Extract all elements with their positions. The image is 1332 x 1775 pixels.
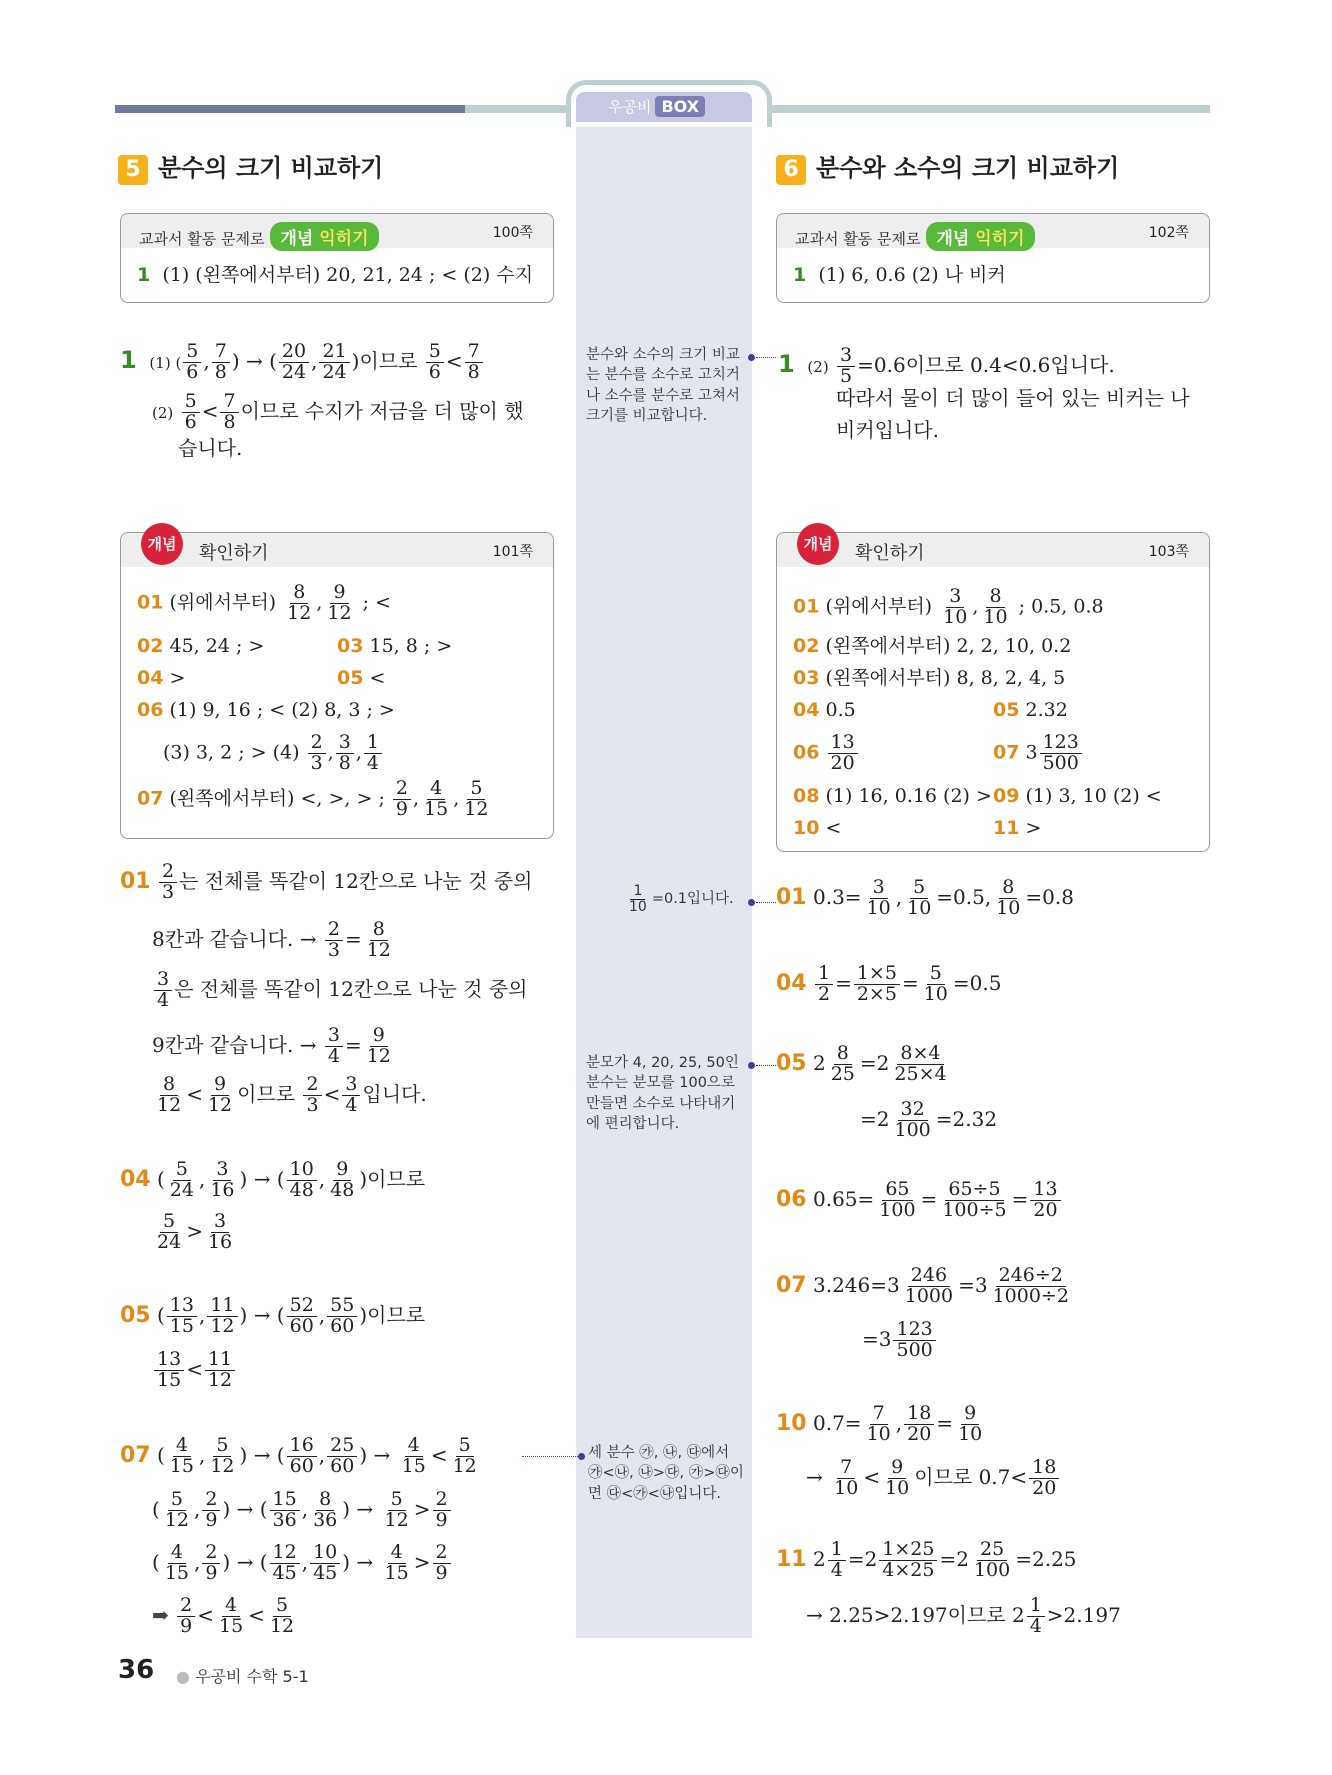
left-answer-1: 1 (1) ( $\frac{5}{6}$ , $\frac{7}{8}$ ) → ( $\frac{20}{24}$ , $\frac{21}{24}$ )이므로 $\frac{5}{6}$ < $\frac{7}{8}$ [120,342,485,383]
left-sol-05: 05 ( $\frac{13}{15}$ , $\frac{11}{12}$ ) → ( $\frac{52}{60}$ , $\frac{55}{60}$ )이므로 [120,1294,426,1337]
right-sol-11: 11 2 $\frac{1}{4}$ =2 $\frac{1\times 25}{4\times 25}$ =2 $\frac{25}{100}$ =2.25 [776,1538,1077,1581]
header-bar-right [758,105,1210,113]
right-sol-10: 10 0.7= $\frac{7}{10}$ , $\frac{18}{20}$ = $\frac{9}{10}$ [776,1402,983,1445]
right-answer-1: 1 (2) $\frac{3}{5}$ =0.6이므로 0.4<0.6입니다. [778,344,1115,387]
concept-pill: 개념 익히기 [926,222,1034,251]
note-3: 분모가 4, 20, 25, 50인 분수는 분모를 100으로 만들면 소수로 나타내기에 편리합니다. [586,1055,739,1132]
note-2: $\frac{1}{10}$ =0.1입니다. [629,883,734,915]
box-badge: BOX [655,96,705,117]
concept-pill: 개념 익히기 [270,222,378,251]
concept-badge: 개념 [141,523,183,565]
right-sol-05: 05 2 $\frac{8}{25}$ =2 $\frac{8\times 4}{25\times 4}$ [776,1042,947,1085]
section-5-title: 5 분수의 크기 비교하기 [118,148,383,185]
left-sol-04: 04 ( $\frac{5}{24}$ , $\frac{3}{16}$ ) → ( $\frac{10}{48}$ , $\frac{9}{48}$ )이므로 [120,1158,426,1201]
right-sol-07: 07 3.246=3 $\frac{246}{1000}$ =3 $\frac{246\div 2}{1000\div 2}$ [776,1264,1069,1307]
activity-card-102: 교과서 활동 문제로 개념 익히기 102쪽 1 (1) 6, 0.6 (2) 나 비커 [776,213,1210,303]
left-sol-01: 01 $\frac{2}{3}$ 는 전체를 똑같이 12칸으로 나눈 것 중의 [120,860,533,903]
activity-card-100: 교과서 활동 문제로 개념 익히기 100쪽 1 (1) (왼쪽에서부터) 20, 21, 24 ; < (2) 수지 [120,213,554,303]
right-sol-01: 01 0.3= $\frac{3}{10}$ , $\frac{5}{10}$ =0.5, $\frac{8}{10}$ =0.8 [776,876,1074,919]
right-sol-06: 06 0.65= $\frac{65}{100}$ = $\frac{65\div 5}{100\div 5}$ = $\frac{13}{20}$ [776,1180,1063,1221]
header-bar-left-light [465,105,570,113]
section-6-title: 6 분수와 소수의 크기 비교하기 [776,148,1119,185]
left-sol-07: 07 ( $\frac{4}{15}$ , $\frac{5}{12}$ ) → ( $\frac{16}{60}$ , $\frac{25}{60}$ ) → $\frac{4}{15}$ < $\frac{5}{12}$ [120,1434,477,1477]
left-answer-1-2: (2) $\frac{5}{6}$ < $\frac{7}{8}$ 이므로 수지가 저금을 더 많이 했 [152,390,524,433]
center-column [576,98,752,1638]
check-card-101: 개념 확인하기 101쪽 01 (위에서부터) $\frac{8}{12}$ , $\frac{9}{12}$ ; < 02 45, 24 ; > 03 15, 8 ; > 04 > 05 < 06 (1) 9, 16 ; < (2) 8, 3 ; > (3) 3, 2 ; > (4) $\frac{2}{3}$ , $\frac{3}{8}$ , $\frac{1}{4}$ 07 (왼쪽에서부터) <, >, > ; $\frac{2}{9}$ , $\frac{4}{15}$ , $\frac{5}{12}$ [120,532,554,839]
check-card-103: 개념 확인하기 103쪽 01 (위에서부터) $\frac{3}{10}$ , $\frac{8}{10}$ ; 0.5, 0.8 02 (왼쪽에서부터) 2, 2, 10, 0.2 03 (왼쪽에서부터) 8, 8, 2, 4, 5 04 0.5 05 2.32 06 $\frac{13}{20}$ 07 3 $\frac{123}{500}$ 08 (1) 16, 0.16 (2) > 09 (1) 3, 10 (2) < 10 < 11 > [776,532,1210,852]
left-answer-1-3: 습니다. [178,436,243,460]
box-label: 우공비 BOX [608,96,705,117]
right-sol-04: 04 $\frac{1}{2}$ = $\frac{1\times 5}{2\times 5}$ = $\frac{5}{10}$ =0.5 [776,962,1002,1005]
note-4: 세 분수 ㉮, ㉯, ㉰에서 ㉮<㉯, ㉯>㉰, ㉮>㉰이면 ㉰<㉮<㉯입니다. [588,1445,744,1502]
concept-badge: 개념 [797,523,839,565]
header-bar-left-dark [115,105,465,113]
page-number: 36 [118,1655,155,1685]
note-1: 분수와 소수의 크기 비교는 분수를 소수로 고치거나 소수를 분수로 고쳐서 크기를 비교합니다. [586,347,740,424]
footer-text: ● 우공비 수학 5-1 [176,1667,309,1686]
